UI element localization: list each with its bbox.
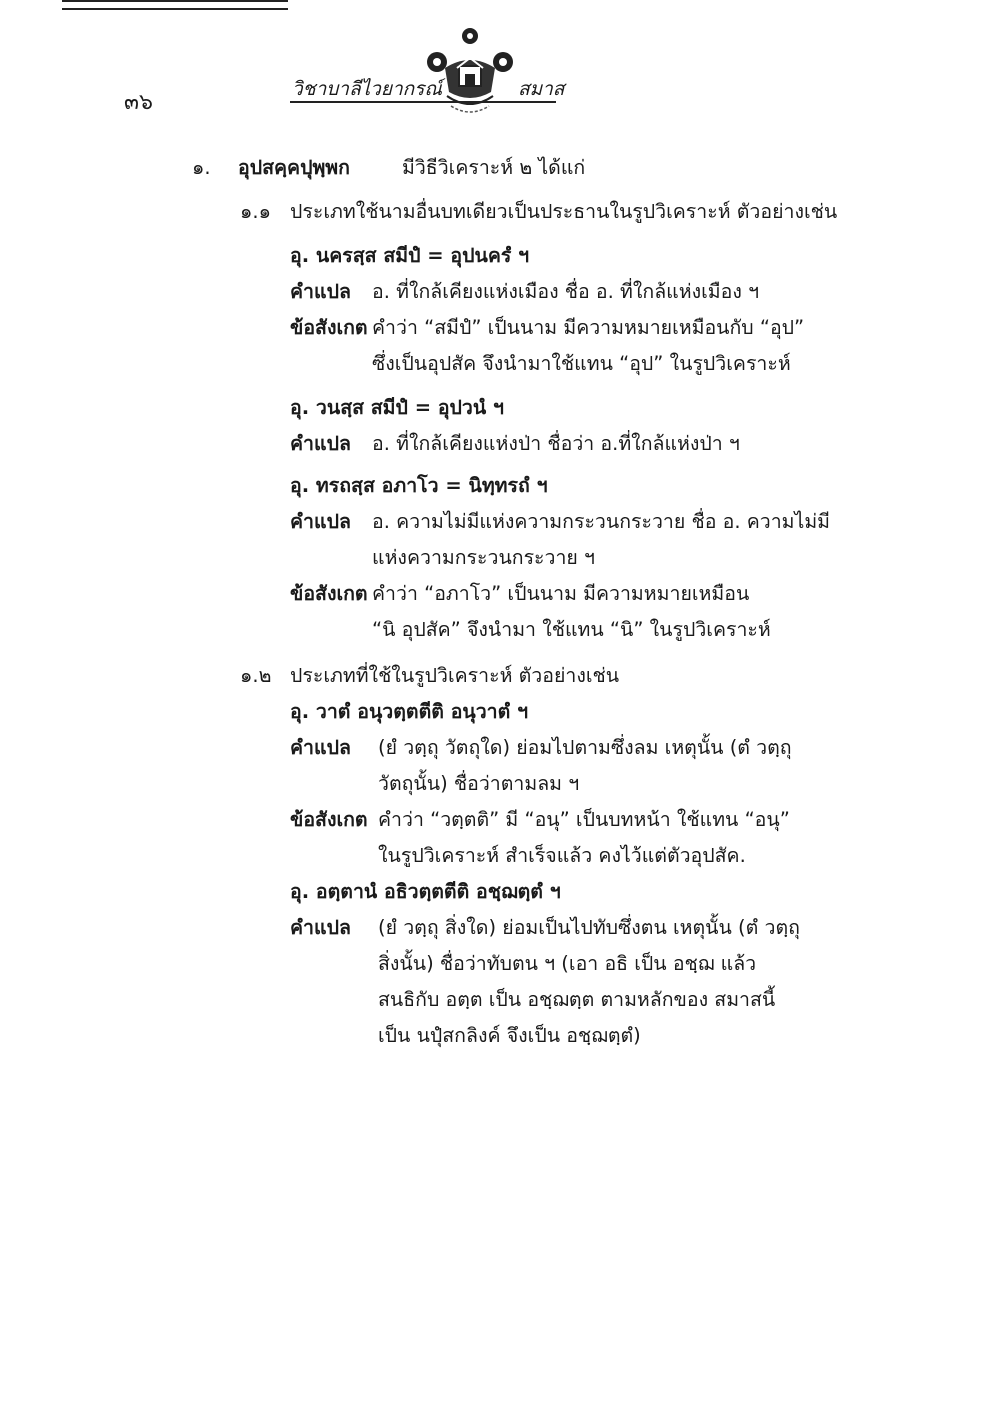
emblem-logo	[425, 22, 515, 122]
example-4-trans-line-2: วัตถุนั้น) ชื่อว่าตามลม ฯ	[378, 772, 580, 795]
example-4-trans-label: คำแปล	[290, 736, 351, 759]
example-5-trans-label: คำแปล	[290, 916, 351, 939]
section-1-2-number: ๑.๒	[240, 664, 272, 687]
example-2-trans-label: คำแปล	[290, 432, 351, 455]
example-5-trans-line-4: เป็น นปุํสกลิงค์ จึงเป็น อชฺฌตฺตํ)	[378, 1024, 641, 1047]
header-title-left: วิชาบาลีไวยากรณ์	[292, 78, 442, 100]
example-3-note-line-2: “นิ อุปสัค” จึงนำมา ใช้แทน “นิ” ในรูปวิเคราะห์	[372, 618, 771, 641]
example-1-trans-label: คำแปล	[290, 280, 351, 303]
example-2-trans: อ. ที่ใกล้เคียงแห่งป่า ชื่อว่า อ.ที่ใกล้แห่งป่า ฯ	[372, 432, 740, 455]
example-5-trans-line-2: สิ่งนั้น) ชื่อว่าทับตน ฯ (เอา อธิ เป็น อชฺฌ แล้ว	[378, 952, 757, 975]
example-3-trans-line-2: แห่งความกระวนกระวาย ฯ	[372, 546, 596, 569]
example-1: อุ. นครสฺส สมีปํ = อุปนครํ ฯ	[290, 244, 530, 267]
example-4-trans-line-1: (ยํ วตฺถุ วัตถุใด) ย่อมไปตามซึ่งลม เหตุนั้น (ตํ วตฺถุ	[378, 736, 792, 759]
section-1-title: อุปสคฺคปุพฺพก	[238, 156, 350, 179]
example-2: อุ. วนสฺส สมีปํ = อุปวนํ ฯ	[290, 396, 504, 419]
example-3-trans-label: คำแปล	[290, 510, 351, 533]
example-1-note-label: ข้อสังเกต	[290, 316, 368, 339]
example-3-note-line-1: คำว่า “อภาโว” เป็นนาม มีความหมายเหมือน	[372, 582, 750, 605]
example-1-note-line-2: ซึ่งเป็นอุปสัค จึงนำมาใช้แทน “อุป” ในรูปวิเคราะห์	[372, 352, 791, 375]
example-3-trans-line-1: อ. ความไม่มีแห่งความกระวนกระวาย ชื่อ อ. ความไม่มี	[372, 510, 831, 533]
example-5: อุ. อตฺตานํ อธิวตฺตตีติ อชฺฌตฺตํ ฯ	[290, 880, 561, 903]
page-number: ๓๖	[124, 90, 154, 115]
header-rule	[290, 101, 556, 103]
header-title-right: สมาส	[518, 78, 565, 100]
section-1-1-text: ประเภทใช้นามอื่นบทเดียวเป็นประธานในรูปวิเคราะห์ ตัวอย่างเช่น	[290, 200, 838, 223]
example-3-note-label: ข้อสังเกต	[290, 582, 368, 605]
section-1-number: ๑.	[192, 156, 211, 179]
example-4: อุ. วาตํ อนุวตฺตตีติ อนุวาตํ ฯ	[290, 700, 529, 723]
example-5-trans-line-1: (ยํ วตฺถุ สิ่งใด) ย่อมเป็นไปทับซึ่งตน เหตุนั้น (ตํ วตฺถุ	[378, 916, 800, 939]
example-4-note-line-1: คำว่า “วตฺตติ” มี “อนุ” เป็นบทหน้า ใช้แทน “อนุ”	[378, 808, 790, 831]
example-4-note-label: ข้อสังเกต	[290, 808, 368, 831]
section-1-1-number: ๑.๑	[240, 200, 271, 223]
section-1-rest: มีวิธีวิเคราะห์ ๒ ได้แก่	[402, 156, 586, 179]
example-3: อุ. ทรถสฺส อภาโว = นิทฺทรถํ ฯ	[290, 474, 548, 497]
top-rule	[62, 0, 288, 10]
example-5-trans-line-3: สนธิกับ อตฺต เป็น อชฺฌตฺต ตามหลักของ สมาสนี้	[378, 988, 776, 1011]
example-1-note-line-1: คำว่า “สมีปํ” เป็นนาม มีความหมายเหมือนกับ “อุป”	[372, 316, 805, 339]
example-1-trans: อ. ที่ใกล้เคียงแห่งเมือง ชื่อ อ. ที่ใกล้แห่งเมือง ฯ	[372, 280, 760, 303]
example-4-note-line-2: ในรูปวิเคราะห์ สำเร็จแล้ว คงไว้แต่ตัวอุปสัค.	[378, 844, 746, 867]
section-1-2-text: ประเภทที่ใช้ในรูปวิเคราะห์ ตัวอย่างเช่น	[290, 664, 620, 687]
